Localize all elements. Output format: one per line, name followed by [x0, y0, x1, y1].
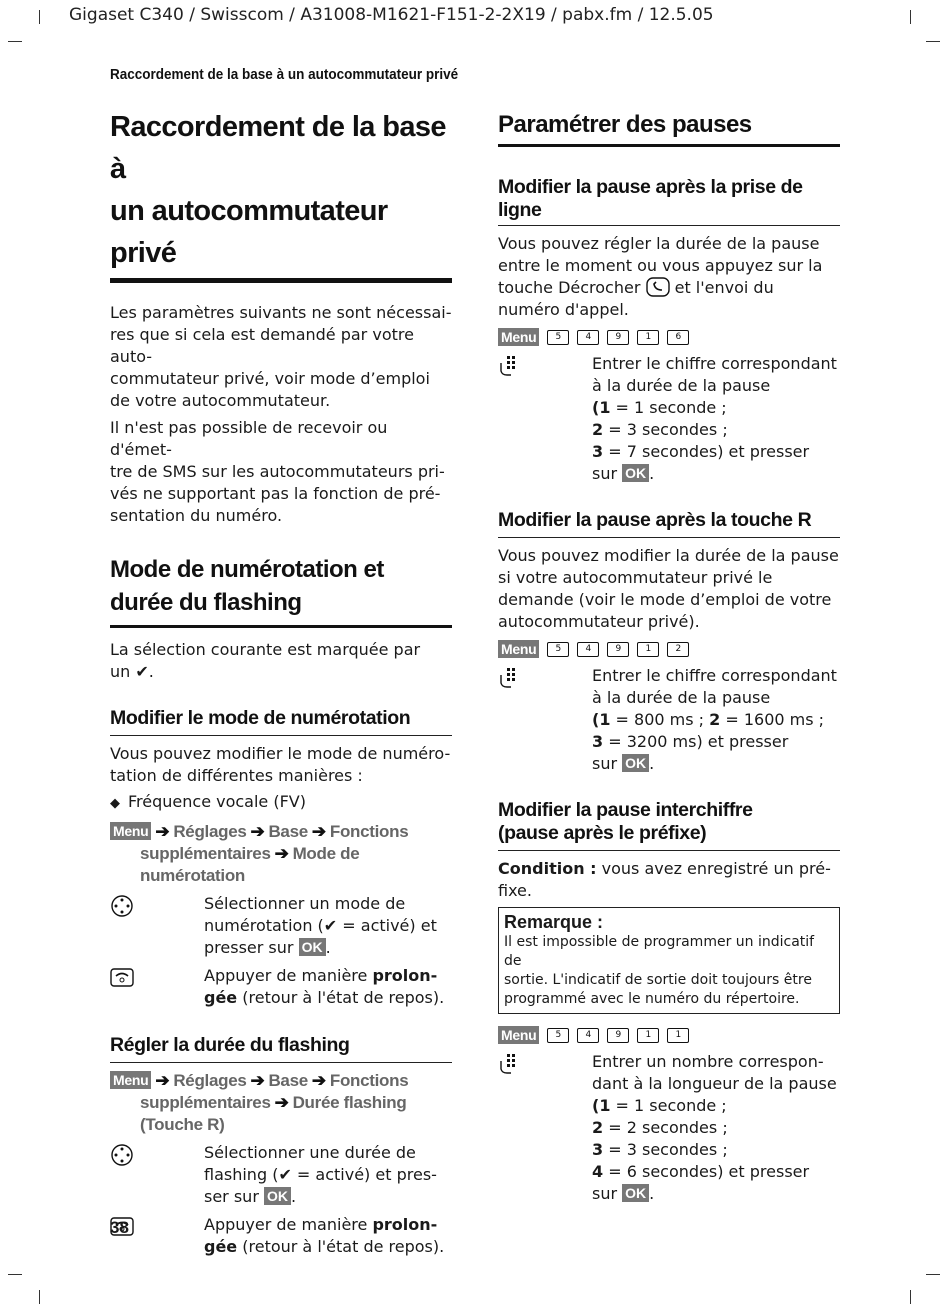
digit-key: 4 [577, 642, 599, 657]
selection-note: La sélection courante est marquée par un ✔. [110, 640, 421, 681]
crop-mark [39, 1290, 40, 1304]
digit-key: 1 [637, 330, 659, 345]
ok-key: OK [622, 464, 649, 482]
nav-key-icon [110, 895, 136, 917]
subsection-title-interdigit-pause: Modifier la pause interchiffre (pause après le préfixe) [498, 799, 753, 844]
digit-key: 5 [547, 642, 569, 657]
instruction-step: Entrer un nombre correspon- dant à la longueur de la pause (1 = 1 seconde ; 2 = 2 secondes ; 3 = 3 secondes ; 4 = 6 secondes) et presser sur OK . [498, 1051, 840, 1205]
digit-key: 9 [607, 1028, 629, 1043]
digit-key: 5 [547, 330, 569, 345]
section-title-dial-mode: Mode de numérotation et durée du flashing [110, 556, 384, 616]
digit-key: 2 [667, 642, 689, 657]
menu-key: Menu [498, 328, 539, 346]
crop-mark [926, 1274, 940, 1275]
section-title-pauses: Paramétrer des pauses [498, 111, 752, 138]
menu-key: Menu [498, 1026, 539, 1044]
dial-mode-paragraph: Vous pouvez modifier le mode de numéro- tation de différentes manières : [110, 744, 451, 785]
crop-mark [910, 10, 911, 24]
check-icon: ✔ [323, 916, 338, 935]
menu-key: Menu [110, 1071, 151, 1089]
ok-key: OK [264, 1187, 291, 1205]
right-column [498, 108, 840, 1205]
intro-paragraph-2: Il n'est pas possible de recevoir ou d'émet- tre de SMS sur les autocommutateurs pri- vés ne supportant pas la fonction de pré- sentation du numéro. [110, 418, 445, 525]
intro-paragraph-1: Les paramètres suivants ne sont nécessai- res que si cela est demandé par votre auto- commutateur privé, voir mode d’emploi de votre autocommutateur. [110, 303, 452, 410]
subsection-title-flash-duration: Régler la durée du flashing [110, 1034, 350, 1056]
crop-mark [8, 1274, 22, 1275]
page-number: 38 [110, 1218, 129, 1237]
arrow-right-icon: ➔ [155, 1071, 170, 1090]
subsection-title-r-key-pause: Modifier la pause après la touche R [498, 509, 812, 531]
crop-mark [926, 41, 940, 42]
list-item: ◆ Fréquence vocale (FV) [110, 792, 306, 811]
diamond-bullet-icon: ◆ [110, 796, 120, 811]
subsection-title-dial-mode: Modifier le mode de numérotation [110, 707, 411, 729]
ok-key: OK [299, 938, 326, 956]
instruction-step: Appuyer de manière prolon- gée (retour à l'état de repos). [110, 965, 452, 1009]
note-box: Remarque : Il est impossible de programmer un indicatif de sortie. L'indicatif de sortie doit toujours être programmé avec le numéro du répertoire. [498, 907, 840, 1014]
subsection-rule [110, 735, 452, 736]
digit-key: 4 [577, 330, 599, 345]
check-icon: ✔ [135, 662, 149, 681]
subsection-title-line-pause: Modifier la pause après la prise de ligne [498, 176, 803, 221]
title-rule [110, 278, 452, 283]
line-pause-paragraph: Vous pouvez régler la durée de la pause entre le moment ou vous appuyez sur la touche Décrocher et l'envoi du numéro d'appel. [498, 234, 823, 319]
menu-key: Menu [110, 822, 151, 840]
crop-mark [39, 10, 40, 24]
digit-key: 9 [607, 642, 629, 657]
end-call-key-icon [110, 967, 136, 989]
instruction-step: Entrer le chiffre correspondant à la durée de la pause (1 = 800 ms ; 2 = 1600 ms ; 3 = 3200 ms) et presser sur OK . [498, 665, 840, 775]
subsection-rule [498, 225, 840, 226]
digit-key: 1 [667, 1028, 689, 1043]
ok-key: OK [622, 754, 649, 772]
digit-key: 1 [637, 642, 659, 657]
key-sequence [498, 326, 840, 348]
keypad-icon [498, 1053, 524, 1075]
instruction-step: Sélectionner un mode de numérotation (✔ = activé) et presser sur OK . [110, 893, 452, 959]
menu-key: Menu [498, 640, 539, 658]
menu-path: Menu ➔ Réglages ➔ Base ➔ Fonctions supplémentaires ➔ Durée flashing (Touche R) [110, 1070, 452, 1136]
section-rule [110, 625, 452, 628]
digit-key: 6 [667, 330, 689, 345]
keypad-icon [498, 355, 524, 377]
instruction-step: Appuyer de manière prolon- gée (retour à l'état de repos). [110, 1214, 452, 1258]
menu-path: Menu ➔ Réglages ➔ Base ➔ Fonctions supplémentaires ➔ Mode de numérotation [110, 821, 452, 887]
key-sequence [498, 1024, 840, 1046]
digit-key: 5 [547, 1028, 569, 1043]
nav-key-icon [110, 1144, 136, 1166]
chapter-title: Raccordement de la base à un autocommutateur privé [110, 111, 446, 269]
digit-key: 9 [607, 330, 629, 345]
digit-key: 4 [577, 1028, 599, 1043]
instruction-step: Sélectionner une durée de flashing (✔ = activé) et pres- ser sur OK . [110, 1142, 452, 1208]
check-icon: ✔ [278, 1165, 292, 1184]
digit-key: 1 [637, 1028, 659, 1043]
call-key-icon [646, 277, 670, 297]
arrow-right-icon: ➔ [155, 822, 170, 841]
running-title: Raccordement de la base à un autocommutateur privé [110, 66, 459, 83]
keypad-icon [498, 667, 524, 689]
ok-key: OK [622, 1184, 649, 1202]
instruction-step: Entrer le chiffre correspondant à la durée de la pause (1 = 1 seconde ; 2 = 3 secondes ; 3 = 7 secondes) et presser sur OK . [498, 353, 840, 485]
subsection-rule [110, 1062, 452, 1063]
subsection-rule [498, 537, 840, 538]
left-column [110, 106, 452, 1258]
r-key-pause-paragraph: Vous pouvez modifier la durée de la pause si votre autocommutateur privé le demande (voir le mode d’emploi de votre autocommutateur privé). [498, 546, 839, 631]
document-id-header: Gigaset C340 / Swisscom / A31008-M1621-F151-2-2X19 / pabx.fm / 12.5.05 [69, 5, 714, 25]
subsection-rule [498, 850, 840, 851]
crop-mark [910, 1290, 911, 1304]
crop-mark [8, 41, 22, 42]
condition-paragraph: Condition : vous avez enregistré un pré- fixe. [498, 859, 831, 900]
key-sequence [498, 638, 840, 660]
section-rule [498, 144, 840, 147]
